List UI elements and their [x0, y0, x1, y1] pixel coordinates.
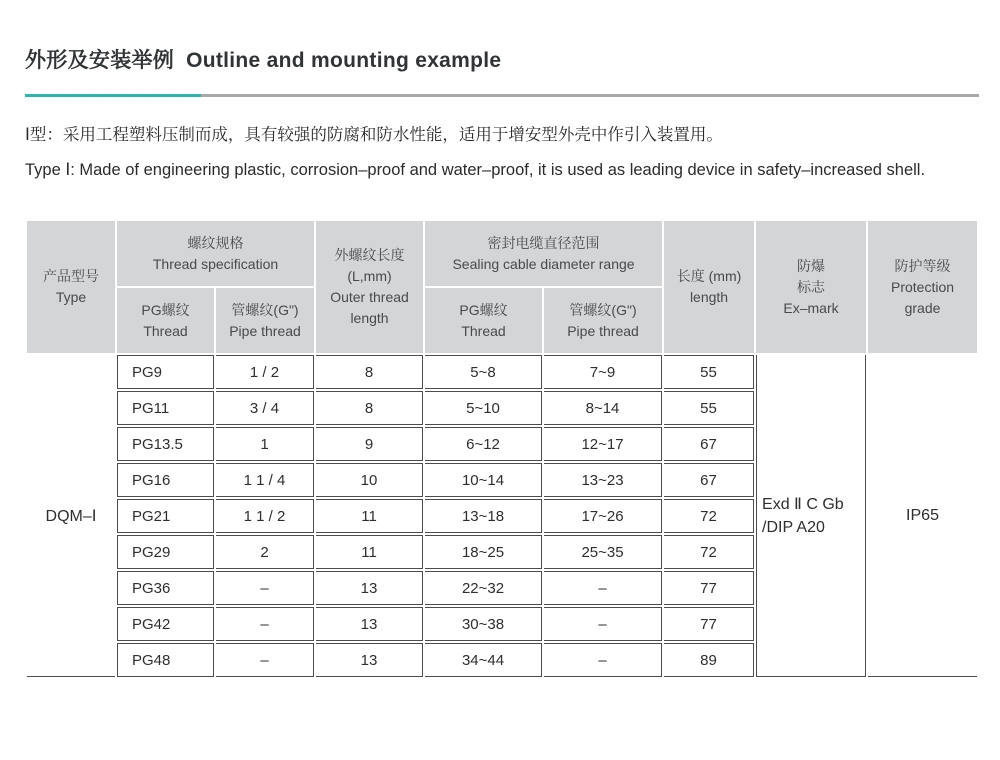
- pg-thread-cell: PG42: [117, 607, 214, 641]
- pg-thread-cell: PG16: [117, 463, 214, 497]
- pg-thread-cell: PG9: [117, 355, 214, 389]
- title-divider-accent-segment: [25, 94, 201, 97]
- header-sealing-cable-diameter-range: 密封电缆直径范围 Sealing cable diameter range: [425, 221, 662, 286]
- header-pg-thread-2: PG螺纹 Thread: [425, 288, 542, 353]
- header-ex-mark: 防爆 标志 Ex–mark: [756, 221, 866, 353]
- pg-range-cell: 13~18: [425, 499, 542, 533]
- pipe-thread-cell: –: [216, 607, 314, 641]
- header-pipe-thread-2: 管螺纹(G") Pipe thread: [544, 288, 662, 353]
- outer-thread-length-cell: 13: [316, 643, 423, 677]
- header-outer-thread-length: 外螺纹长度 (L,mm) Outer thread length: [316, 221, 423, 353]
- intro-text: [25, 118, 979, 188]
- header-pipe-thread-1: 管螺纹(G") Pipe thread: [216, 288, 314, 353]
- pipe-thread-cell: 1: [216, 427, 314, 461]
- pipe-thread-cell: 3 / 4: [216, 391, 314, 425]
- pg-thread-cell: PG36: [117, 571, 214, 605]
- specification-table: [25, 219, 979, 679]
- pg-thread-cell: PG13.5: [117, 427, 214, 461]
- table-row: [27, 355, 977, 389]
- header-product-type: 产品型号 Type: [27, 221, 115, 353]
- pg-thread-cell: PG21: [117, 499, 214, 533]
- page-title-en: Outline and mounting example: [186, 49, 502, 72]
- pipe-range-cell: 17~26: [544, 499, 662, 533]
- length-cell: 55: [664, 391, 754, 425]
- pg-range-cell: 22~32: [425, 571, 542, 605]
- pg-range-cell: 30~38: [425, 607, 542, 641]
- pipe-range-cell: 25~35: [544, 535, 662, 569]
- pg-range-cell: 10~14: [425, 463, 542, 497]
- pg-range-cell: 5~10: [425, 391, 542, 425]
- outer-thread-length-cell: 9: [316, 427, 423, 461]
- pipe-thread-cell: 1 / 2: [216, 355, 314, 389]
- pg-thread-cell: PG29: [117, 535, 214, 569]
- outer-thread-length-cell: 10: [316, 463, 423, 497]
- outer-thread-length-cell: 11: [316, 535, 423, 569]
- pipe-range-cell: –: [544, 643, 662, 677]
- protection-grade-value: IP65: [868, 355, 977, 677]
- outer-thread-length-cell: 13: [316, 571, 423, 605]
- page-title-zh: 外形及安装举例: [25, 49, 175, 72]
- length-cell: 55: [664, 355, 754, 389]
- header-pg-thread-1: PG螺纹 Thread: [117, 288, 214, 353]
- page-title: [25, 44, 979, 74]
- pipe-range-cell: 7~9: [544, 355, 662, 389]
- pipe-thread-cell: 1 1 / 4: [216, 463, 314, 497]
- pipe-thread-cell: –: [216, 571, 314, 605]
- pg-range-cell: 34~44: [425, 643, 542, 677]
- outer-thread-length-cell: 8: [316, 391, 423, 425]
- pipe-range-cell: 8~14: [544, 391, 662, 425]
- intro-text-zh: Ⅰ型：采用工程塑料压制而成，具有较强的防腐和防水性能，适用于增安型外壳中作引入装置用。: [25, 126, 723, 144]
- length-cell: 89: [664, 643, 754, 677]
- pipe-range-cell: –: [544, 607, 662, 641]
- pg-range-cell: 18~25: [425, 535, 542, 569]
- title-divider: [25, 94, 979, 97]
- header-protection-grade: 防护等级 Protection grade: [868, 221, 977, 353]
- pipe-range-cell: –: [544, 571, 662, 605]
- length-cell: 77: [664, 607, 754, 641]
- pg-thread-cell: PG48: [117, 643, 214, 677]
- length-cell: 72: [664, 499, 754, 533]
- length-cell: 67: [664, 463, 754, 497]
- pg-range-cell: 6~12: [425, 427, 542, 461]
- product-type-value: DQM–Ⅰ: [27, 355, 115, 677]
- intro-text-en: Type Ⅰ: Made of engineering plastic, corrosion–proof and water–proof, it is used as leading device in safety–increased shell.: [25, 161, 926, 179]
- ex-mark-value: Exd Ⅱ C Gb /DIP A20: [756, 355, 866, 677]
- title-divider-gray-segment: [201, 94, 979, 97]
- pipe-range-cell: 13~23: [544, 463, 662, 497]
- outer-thread-length-cell: 8: [316, 355, 423, 389]
- pipe-thread-cell: –: [216, 643, 314, 677]
- length-cell: 77: [664, 571, 754, 605]
- length-cell: 67: [664, 427, 754, 461]
- outer-thread-length-cell: 13: [316, 607, 423, 641]
- pg-range-cell: 5~8: [425, 355, 542, 389]
- header-length: 长度 (mm) length: [664, 221, 754, 353]
- header-thread-specification: 螺纹规格 Thread specification: [117, 221, 314, 286]
- pipe-thread-cell: 1 1 / 2: [216, 499, 314, 533]
- pipe-thread-cell: 2: [216, 535, 314, 569]
- pipe-range-cell: 12~17: [544, 427, 662, 461]
- pg-thread-cell: PG11: [117, 391, 214, 425]
- length-cell: 72: [664, 535, 754, 569]
- outer-thread-length-cell: 11: [316, 499, 423, 533]
